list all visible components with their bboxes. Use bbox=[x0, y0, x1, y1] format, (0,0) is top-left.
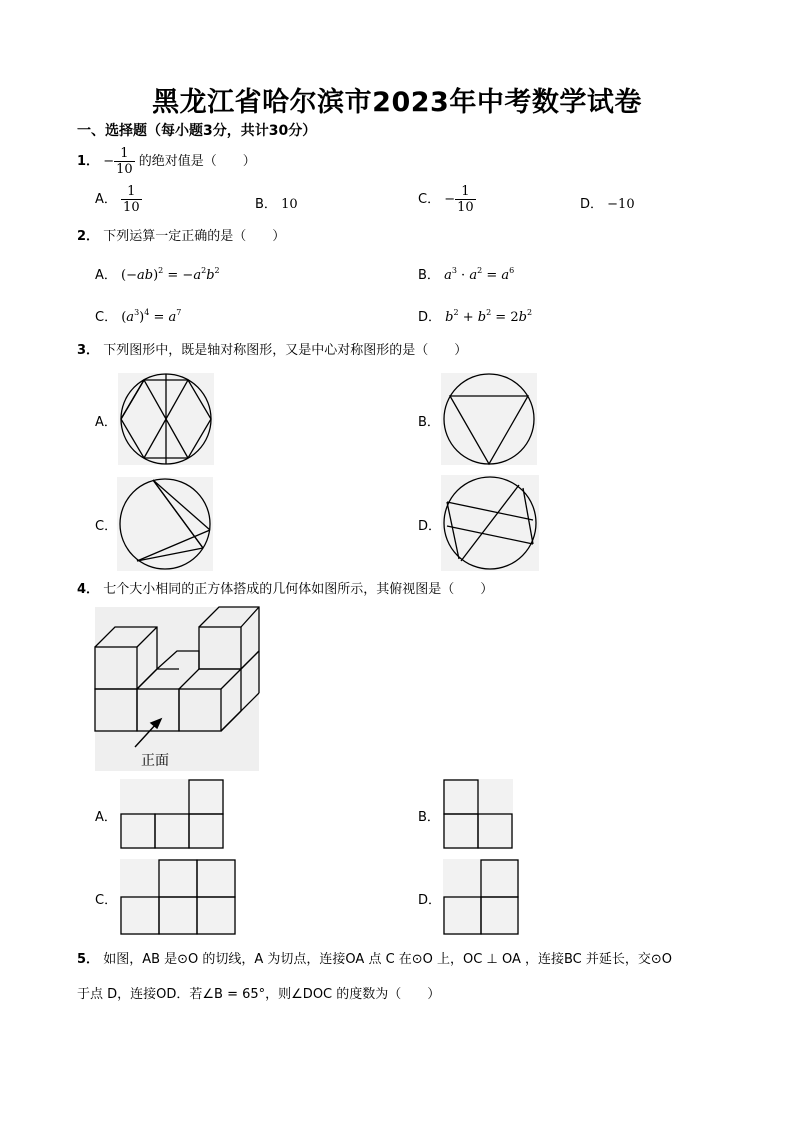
question-number: 3． bbox=[77, 343, 100, 358]
question-number: 2． bbox=[77, 229, 100, 244]
q4-option-a-label[interactable]: A． bbox=[95, 810, 117, 825]
page-title: 黑龙江省哈尔滨市2023年中考数学试卷 bbox=[152, 87, 642, 118]
q4-figure-b bbox=[443, 779, 513, 849]
question-text: 的绝对值是（ ） bbox=[138, 154, 256, 169]
option-label: A． bbox=[95, 192, 117, 207]
fraction bbox=[114, 146, 135, 177]
formula: $a^3 \cdot a^2 = a^6$ bbox=[444, 266, 515, 283]
option-label: D． bbox=[580, 197, 604, 212]
q1-option-d[interactable] bbox=[580, 193, 635, 212]
option-label: D． bbox=[418, 310, 442, 325]
q4-option-d-label[interactable]: D． bbox=[418, 893, 442, 908]
question-5-line2: 于点 D，连接OD．若∠B = 65°，则∠DOC 的度数为（ ） bbox=[77, 987, 441, 1002]
q1-option-a[interactable] bbox=[95, 184, 142, 215]
q3-option-d-label[interactable]: D． bbox=[418, 519, 442, 534]
q2-option-c[interactable] bbox=[95, 306, 181, 325]
option-label: C． bbox=[418, 192, 441, 207]
question-1 bbox=[77, 146, 256, 177]
q4-option-c-label[interactable]: C． bbox=[95, 893, 118, 908]
q3-figure-b bbox=[441, 373, 537, 465]
q3-option-b-label[interactable]: B． bbox=[418, 415, 440, 430]
question-3 bbox=[77, 341, 467, 361]
formula: $(a^3)^4 = a^7$ bbox=[121, 308, 182, 325]
numerator: 1 bbox=[120, 146, 129, 161]
formula: $(-ab)^2 = -a^2b^2$ bbox=[121, 266, 220, 283]
denominator: 10 bbox=[116, 162, 133, 177]
minus-sign: − bbox=[103, 154, 115, 169]
numerator: 1 bbox=[461, 184, 470, 199]
question-number: 5． bbox=[77, 952, 100, 967]
formula: $b^2 + b^2 = 2b^2$ bbox=[445, 308, 533, 325]
q3-figure-d bbox=[441, 475, 539, 571]
front-label: 正面 bbox=[141, 753, 169, 769]
q4-option-b-label[interactable]: B． bbox=[418, 810, 440, 825]
q2-option-d[interactable] bbox=[418, 306, 532, 325]
question-2 bbox=[77, 227, 285, 247]
section-header: 一、选择题（每小题3分，共计30分） bbox=[77, 123, 317, 139]
q1-option-b[interactable] bbox=[255, 193, 298, 212]
q4-figure-c bbox=[120, 859, 236, 935]
q4-cube-figure bbox=[95, 607, 259, 771]
q2-option-a[interactable] bbox=[95, 264, 220, 283]
q4-figure-d bbox=[443, 859, 519, 935]
question-5 bbox=[77, 950, 672, 970]
question-number: 1． bbox=[77, 154, 100, 169]
minus-sign: − bbox=[444, 192, 456, 207]
option-label: B． bbox=[255, 197, 277, 212]
question-text: 下列图形中，既是轴对称图形，又是中心对称图形的是（ ） bbox=[103, 343, 468, 358]
q1-option-c[interactable] bbox=[418, 184, 476, 215]
denominator: 10 bbox=[123, 200, 140, 215]
option-label: B． bbox=[418, 268, 440, 283]
question-4 bbox=[77, 580, 493, 600]
q3-option-c-label[interactable]: C． bbox=[95, 519, 118, 534]
question-text-line1: 如图，AB 是⊙O 的切线，A 为切点，连接OA 点 C 在⊙O 上，OC ⊥ OA ，连接BC 并延长，交⊙O bbox=[103, 952, 672, 967]
question-number: 4． bbox=[77, 582, 100, 597]
numerator: 1 bbox=[127, 184, 136, 199]
option-value: −10 bbox=[607, 197, 635, 212]
q3-figure-c bbox=[117, 477, 213, 571]
option-value: 10 bbox=[281, 197, 298, 212]
denominator: 10 bbox=[457, 200, 474, 215]
option-label: C． bbox=[95, 310, 118, 325]
question-text: 七个大小相同的正方体搭成的几何体如图所示，其俯视图是（ ） bbox=[103, 582, 494, 597]
q2-option-b[interactable] bbox=[418, 264, 514, 283]
fraction bbox=[455, 184, 476, 215]
q3-figure-a bbox=[118, 373, 214, 465]
option-label: A． bbox=[95, 268, 117, 283]
q4-figure-a bbox=[120, 779, 224, 849]
q3-option-a-label[interactable]: A． bbox=[95, 415, 117, 430]
question-text: 下列运算一定正确的是（ ） bbox=[103, 229, 286, 244]
fraction bbox=[121, 184, 142, 215]
